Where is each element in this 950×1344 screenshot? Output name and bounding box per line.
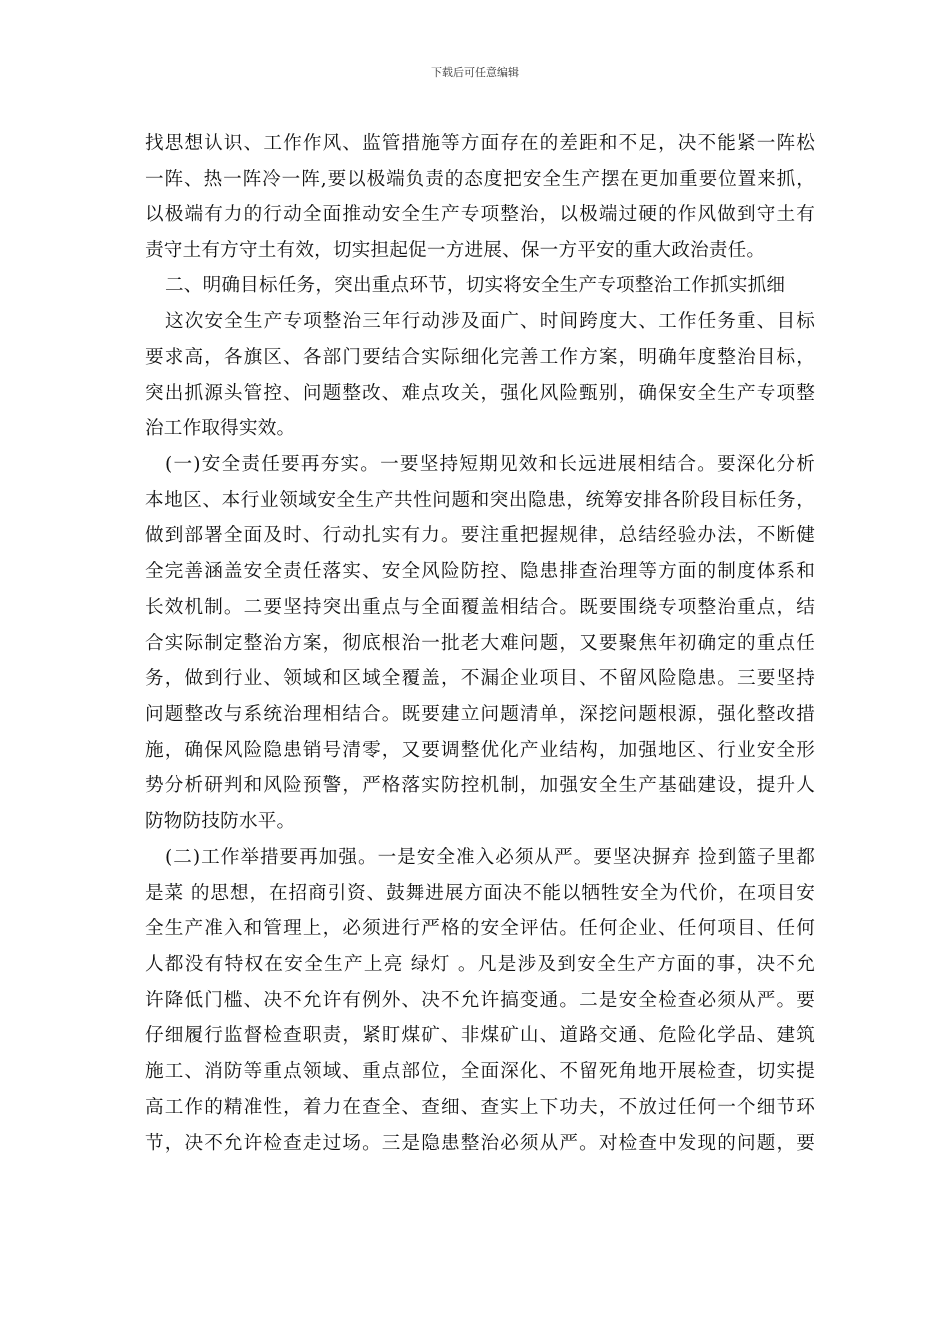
- text-line: 仔细履行监督检查职责，紧盯煤矿、非煤矿山、道路交通、危险化学品、建筑: [145, 1025, 815, 1046]
- text-line: 防物防技防水平。: [145, 811, 296, 832]
- text-line: 施工、消防等重点领域、重点部位，全面深化、不留死角地开展检查，切实提: [145, 1061, 815, 1082]
- text-line: 高工作的精准性，着力在查全、查细、查实上下功夫，不放过任何一个细节环: [145, 1097, 815, 1118]
- text-line: (二)工作举措要再加强。一是安全准入必须从严。要坚决摒弃 捡到篮子里都: [165, 847, 815, 868]
- text-line: 势分析研判和风险预警，严格落实防控机制，加强安全生产基础建设，提升人: [145, 775, 815, 796]
- text-line: 要求高，各旗区、各部门要结合实际细化完善工作方案，明确年度整治目标，: [145, 347, 815, 368]
- text-line: 施，确保风险隐患销号清零，又要调整优化产业结构，加强地区、行业安全形: [145, 740, 815, 761]
- text-line: 本地区、本行业领域安全生产共性问题和突出隐患，统筹安排各阶段目标任务，: [145, 490, 815, 511]
- text-line: 治工作取得实效。: [145, 418, 296, 439]
- text-line: 二、明确目标任务，突出重点环节，切实将安全生产专项整治工作抓实抓细: [165, 275, 786, 296]
- page-header: 下载后可任意编辑: [431, 66, 519, 79]
- text-line: 责守土有方守土有效，切实担起促一方进展、保一方平安的重大政治责任。: [145, 240, 766, 261]
- text-line: 以极端有力的行动全面推动安全生产专项整治，以极端过硬的作风做到守土有: [145, 204, 815, 225]
- text-line: 节，决不允许检查走过场。三是隐患整治必须从严。对检查中发现的问题，要: [145, 1133, 815, 1154]
- text-line: 做到部署全面及时、行动扎实有力。要注重把握规律，总结经验办法，不断健: [145, 525, 815, 546]
- text-line: 一阵、热一阵冷一阵,要以极端负责的态度把安全生产摆在更加重要位置来抓，: [145, 169, 815, 190]
- text-line: 是菜 的思想，在招商引资、鼓舞进展方面决不能以牺牲安全为代价，在项目安: [145, 883, 815, 904]
- text-line: 问题整改与系统治理相结合。既要建立问题清单，深挖问题根源，强化整改措: [145, 704, 815, 725]
- text-line: 突出抓源头管控、问题整改、难点攻关，强化风险甄别，确保安全生产专项整: [145, 383, 815, 404]
- text-line: (一)安全责任要再夯实。一要坚持短期见效和长远进展相结合。要深化分析: [165, 454, 815, 475]
- text-line: 全完善涵盖安全责任落实、安全风险防控、隐患排查治理等方面的制度体系和: [145, 561, 815, 582]
- text-line: 许降低门槛、决不允许有例外、决不允许搞变通。二是安全检查必须从严。要: [145, 990, 815, 1011]
- text-line: 全生产准入和管理上，必须进行严格的安全评估。任何企业、任何项目、任何: [145, 918, 815, 939]
- text-line: 人都没有特权在安全生产上亮 绿灯 。凡是涉及到安全生产方面的事，决不允: [145, 954, 815, 975]
- text-line: 找思想认识、工作作风、监管措施等方面存在的差距和不足，决不能紧一阵松: [145, 133, 815, 154]
- text-line: 合实际制定整治方案，彻底根治一批老大难问题，又要聚焦年初确定的重点任: [145, 633, 815, 654]
- text-line: 长效机制。二要坚持突出重点与全面覆盖相结合。既要围绕专项整治重点，结: [145, 597, 815, 618]
- text-line: 务，做到行业、领域和区域全覆盖，不漏企业项目、不留风险隐患。三要坚持: [145, 668, 815, 689]
- text-line: 这次安全生产专项整治三年行动涉及面广、时间跨度大、工作任务重、目标: [165, 311, 815, 332]
